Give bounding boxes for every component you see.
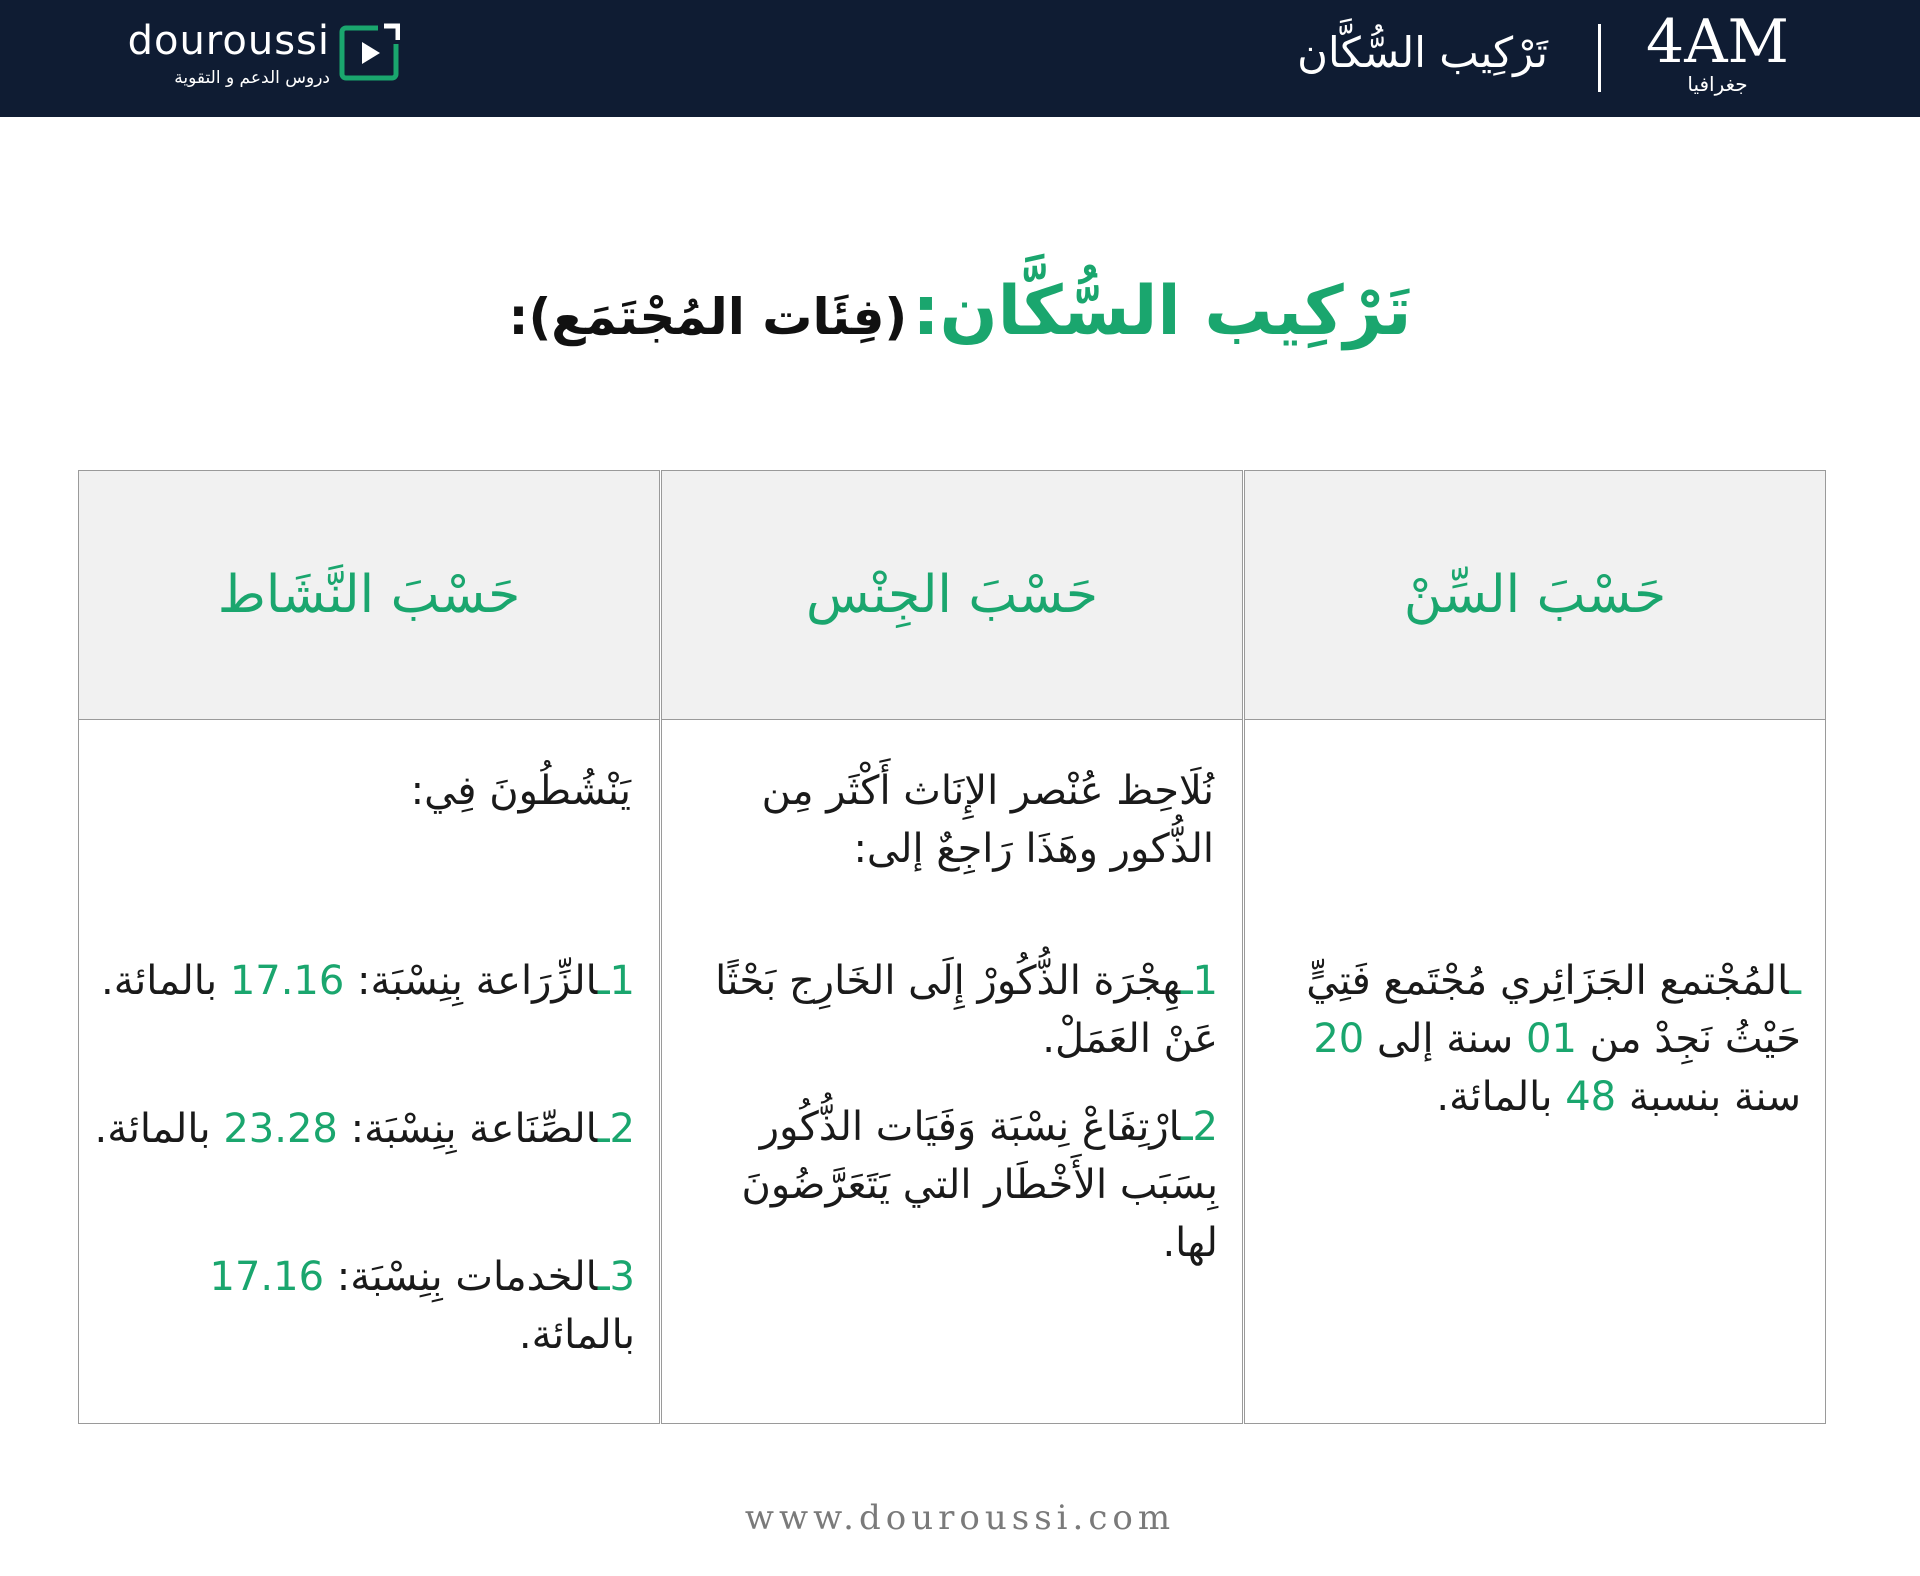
item-value: 01 <box>1526 1016 1577 1062</box>
item-number: 3ـ <box>597 1254 635 1300</box>
top-banner <box>0 0 1920 117</box>
item-text: سنة بنسبة <box>1616 1074 1801 1120</box>
play-icon <box>338 22 400 84</box>
brand-tagline: دروس الدعم و التقوية <box>174 68 330 88</box>
column-body-sex <box>662 720 1242 1425</box>
item-number: 1ـ <box>1180 958 1218 1004</box>
brand-text <box>120 16 330 90</box>
column-by-age <box>1244 470 1826 1424</box>
header-divider <box>1598 24 1601 92</box>
level-code: 4AM <box>1646 7 1789 77</box>
column-body-age <box>1245 720 1825 1425</box>
item-text: بالمائة. <box>1436 1074 1566 1120</box>
page-title-main: تَرْكِيب السُّكَّان: <box>912 272 1412 351</box>
list-item <box>93 952 635 1010</box>
column-intro: نُلَاحِظ عُنْصر الإِنَاث أَكْثَر مِن الذُّكور وهَذَا رَاجِعٌ إلى: <box>761 768 1214 872</box>
column-body-activity <box>79 720 659 1425</box>
item-value: 48 <box>1565 1074 1617 1120</box>
item-text: سنة إلى <box>1364 1016 1527 1062</box>
list-item <box>93 1248 635 1364</box>
item-text: ارْتِفَاعْ نِسْبَة وَفَيَات الذُّكُور بِسَبَب الأَخْطَار التي يَتَعَرَّضُونَ لها. <box>741 1104 1218 1266</box>
column-header-age: حَسْبَ السِّنْ <box>1245 471 1825 720</box>
list-item <box>676 952 1218 1068</box>
list-item <box>1259 952 1801 1126</box>
item-value: 17.16 <box>209 1254 325 1300</box>
column-by-sex <box>661 470 1243 1424</box>
item-text: المُجْتمع الجَزَائِري مُجْتَمع فَتِيٍّ حَيْثُ نَجِدْ من <box>1306 958 1801 1062</box>
topic-title: تَرْكِيب السُّكَّان <box>1297 28 1548 77</box>
item-number: 2ـ <box>1180 1104 1218 1150</box>
item-number: 2ـ <box>597 1106 635 1152</box>
item-text: الخدمات بِنِسْبَة: <box>324 1254 598 1300</box>
item-suffix: بالمائة. <box>518 1312 635 1358</box>
item-suffix: بالمائة. <box>94 1106 224 1152</box>
list-item <box>676 1098 1218 1272</box>
item-number: ـ <box>1789 958 1801 1004</box>
item-suffix: بالمائة. <box>100 958 230 1004</box>
page-title <box>0 262 1920 379</box>
column-header-activity: حَسْبَ النَّشَاط <box>79 471 659 720</box>
level-badge <box>1640 4 1795 96</box>
item-text: الصِّنَاعة بِنِسْبَة: <box>337 1106 598 1152</box>
page-title-sub: (فِئَات المُجْتَمَع): <box>508 288 908 346</box>
brand-logo-block[interactable] <box>120 16 420 96</box>
item-value: 23.28 <box>223 1106 338 1152</box>
item-number: 1ـ <box>597 958 635 1004</box>
item-text: هِجْرَة الذُّكُورْ إِلَى الخَارِج بَحْثًا عَنْ العَمَلْ. <box>715 958 1218 1062</box>
column-by-activity <box>78 470 660 1424</box>
brand-name: douroussi <box>127 18 330 64</box>
subject-label: جغرافيا <box>1687 72 1748 96</box>
column-header-sex: حَسْبَ الجِنْس <box>662 471 1242 720</box>
item-value: 17.16 <box>229 958 345 1004</box>
item-value: 20 <box>1313 1016 1365 1062</box>
footer-url[interactable]: www.douroussi.com <box>744 1498 1176 1538</box>
list-item <box>93 1100 635 1158</box>
column-intro: يَنْشُطُونَ فِي: <box>410 768 631 814</box>
item-text: الزِّرَاعة بِنِسْبَة: <box>344 958 598 1004</box>
